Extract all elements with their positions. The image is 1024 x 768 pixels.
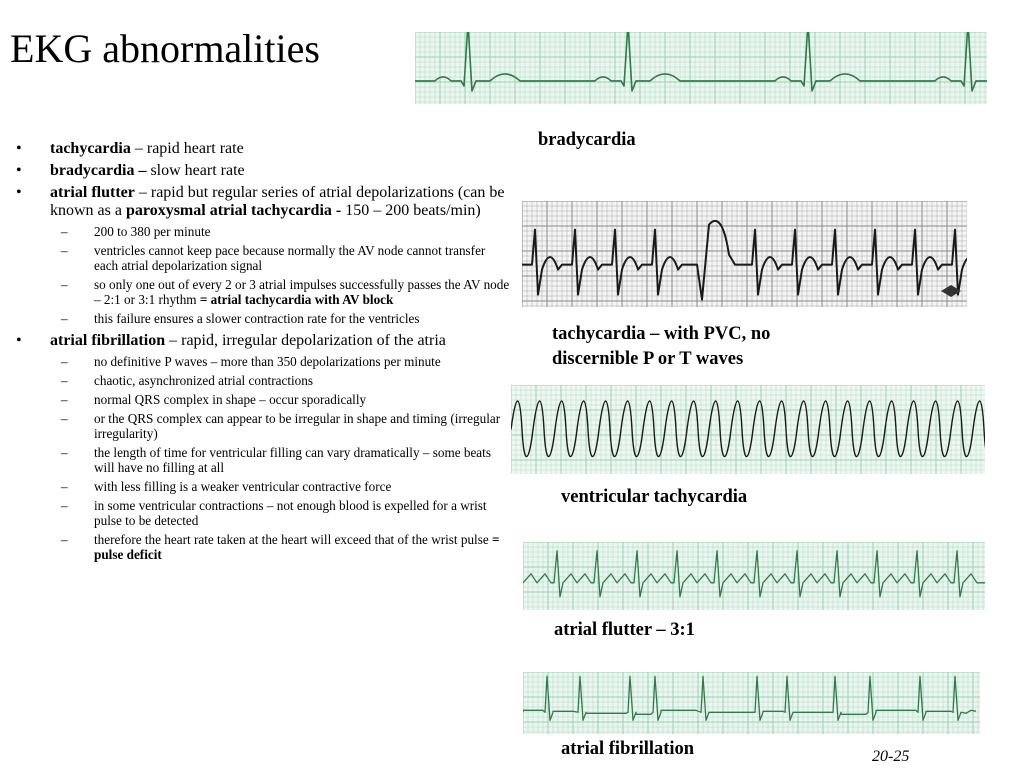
sub-bullet — [14, 224, 512, 239]
ekg-strip-atrial-flutter — [523, 542, 985, 610]
ekg-trace-svg — [415, 32, 987, 104]
sub-bullet-text: ventricles cannot keep pace because normally the AV node cannot transfer each atrial depolarization signal — [94, 243, 486, 273]
definition: slow heart rate — [146, 162, 245, 179]
caption-ventricular-tachycardia: ventricular tachycardia — [561, 487, 748, 507]
definition: – rapid but regular series of atrial depolarizations (can be known as a — [50, 184, 505, 219]
strip-background — [511, 385, 985, 474]
ekg-trace-svg — [522, 201, 967, 307]
ekg-strip-bradycardia — [415, 32, 987, 104]
sub-bullet — [14, 277, 512, 307]
ekg-trace-svg — [523, 672, 980, 734]
sub-bullet — [14, 498, 512, 528]
caption-tachycardia: tachycardia – with PVC, no discernible P or T waves — [552, 324, 771, 369]
definition-tail: 150 – 200 beats/min) — [341, 202, 481, 219]
sub-bullet — [14, 311, 512, 326]
sub-bullet-text: no definitive P waves – more than 350 depolarizations per minute — [94, 354, 441, 369]
bullet-list — [14, 140, 512, 566]
sub-bullet — [14, 411, 512, 441]
ekg-trace-svg — [523, 542, 985, 610]
sub-bullet — [14, 392, 512, 407]
term: bradycardia – — [50, 162, 147, 179]
sub-bullet-text: 200 to 380 per minute — [94, 224, 211, 239]
definition: – rapid, irregular depolarization of the atria — [165, 332, 446, 349]
slide-title: EKG abnormalities — [10, 26, 320, 71]
sub-bullet — [14, 532, 512, 562]
sub-bullet — [14, 354, 512, 369]
strip-background — [523, 672, 980, 734]
sub-bullet — [14, 445, 512, 475]
sub-bullet-text: with less filling is a weaker ventricular contractive force — [94, 479, 392, 494]
bullet-bradycardia — [14, 162, 512, 180]
sub-bullet-text: in some ventricular contractions – not enough blood is expelled for a wrist pulse to be detected — [94, 498, 487, 528]
sub-bullet-text: this failure ensures a slower contraction rate for the ventricles — [94, 311, 420, 326]
caption-atrial-fibrillation: atrial fibrillation — [561, 739, 695, 759]
sub-bullet — [14, 479, 512, 494]
sub-bullet-text: the length of time for ventricular filling can vary dramatically – some beats will have no filling at all — [94, 445, 491, 475]
ekg-trace-svg — [511, 385, 985, 474]
definition: – rapid heart rate — [130, 140, 244, 157]
ekg-strip-tachycardia-pvc — [522, 201, 967, 307]
sub-bullet-text: chaotic, asynchronized atrial contractions — [94, 373, 313, 388]
sub-bullet-text: therefore the heart rate taken at the heart will exceed that of the wrist pulse — [94, 532, 493, 547]
strip-background — [415, 32, 987, 104]
term: tachycardia — [50, 140, 131, 157]
term: atrial fibrillation — [50, 332, 166, 349]
caption-bradycardia: bradycardia — [538, 130, 636, 150]
sub-bullet — [14, 373, 512, 388]
term: atrial flutter — [50, 184, 135, 201]
slide-number: 20-25 — [872, 748, 910, 765]
sub-bullet — [14, 243, 512, 273]
caption-atrial-flutter: atrial flutter – 3:1 — [554, 620, 695, 640]
sub-bullet-text: or the QRS complex can appear to be irregular in shape and timing (irregular irregularity) — [94, 411, 501, 441]
ekg-strip-atrial-fibrillation — [523, 672, 980, 734]
sub-bullet-text: normal QRS complex in shape – occur sporadically — [94, 392, 367, 407]
bullet-tachycardia — [14, 140, 512, 158]
bullet-atrial-fibrillation — [14, 332, 512, 350]
term-secondary: paroxysmal atrial tachycardia - — [125, 202, 342, 219]
sub-bullet-emphasis: = pulse deficit — [94, 532, 500, 562]
sub-bullet-text: so only one out of every 2 or 3 atrial impulses successfully passes the AV node – 2:1 or 3:1 rhythm — [94, 277, 510, 307]
ekg-strip-ventricular-tachycardia — [511, 385, 985, 474]
sub-bullet-emphasis: = atrial tachycardia with AV block — [199, 292, 394, 307]
bullet-atrial-flutter — [14, 184, 512, 220]
